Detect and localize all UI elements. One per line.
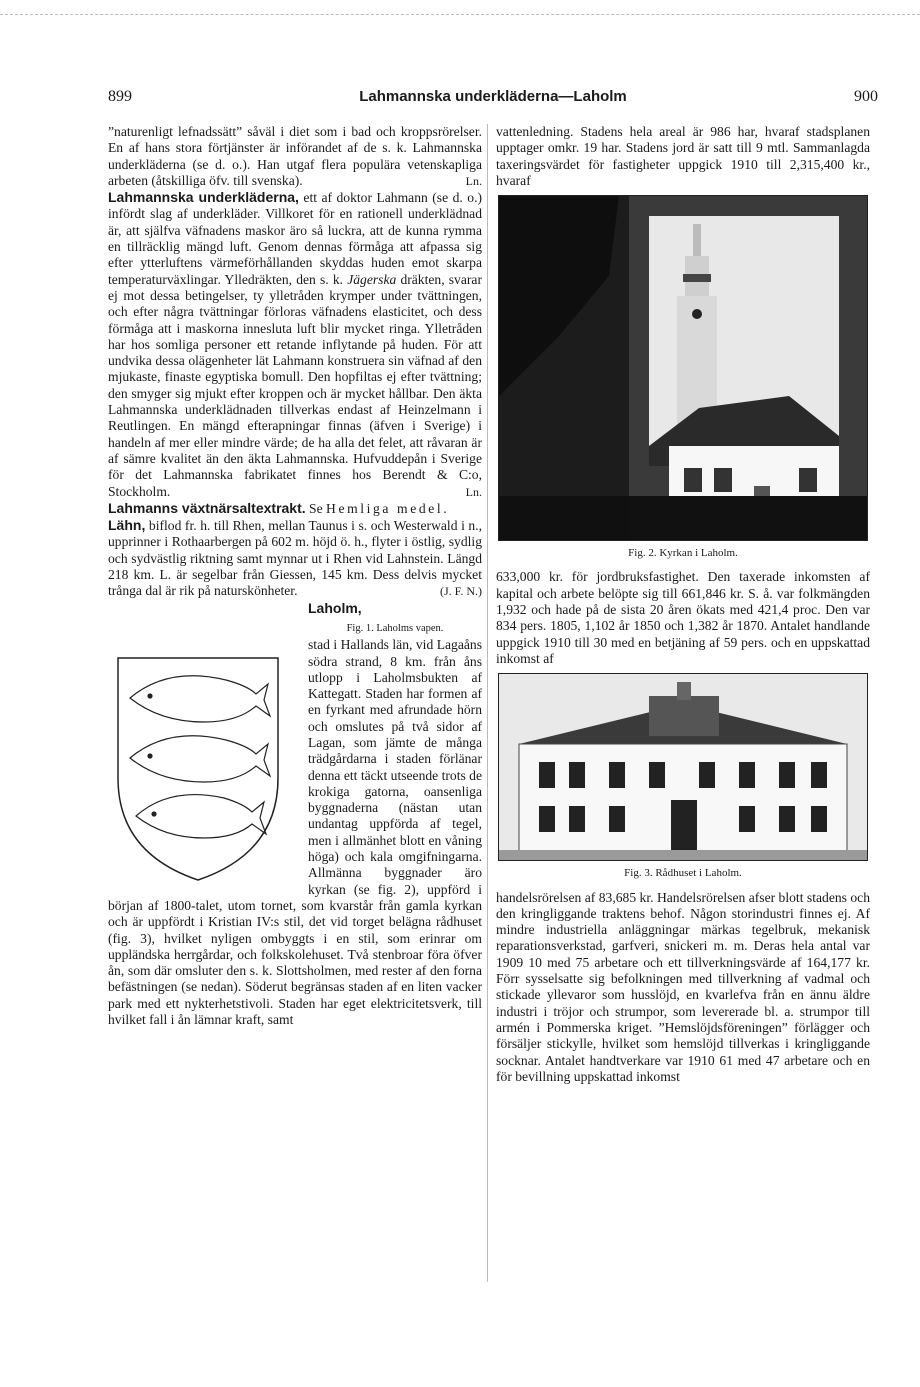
- left-column: [108, 124, 482, 1028]
- figure-caption: Fig. 2. Kyrkan i Laholm.: [628, 547, 738, 560]
- fish-1: [130, 675, 270, 721]
- entry-laholm: [108, 600, 482, 617]
- fish-2: [130, 735, 270, 781]
- figure-caption: Fig. 1. Laholms vapen.: [346, 622, 444, 634]
- page-header: [108, 88, 878, 110]
- entry-keyword: Lähn,: [108, 517, 146, 534]
- entry-text: biflod fr. h. till Rhen, mellan Taunus i s. och Westerwald i n., upprinner i Rothaarbergen på 602 m. höjd ö. h., flyter i östlig, sydlig och sydvästlig riktning samt mynnar ut i Rhen vid Lahnstein. Längd 218 km. L. är segelbar från Giessen, 145 km. Dess delvis mycket trånga dal är rik på naturskönheter.: [108, 518, 482, 599]
- entry-keyword: Lahmannska underkläderna,: [108, 189, 299, 206]
- paragraph: handelsrörelsen af 83,685 kr. Handelsrörelsen afser blott stadens och den kringliggande traktens behof. Någon storindustri finnes ej. Af mindre industriella anläggningar märkas tegelbruk, mekanisk reparationsverkstad, garfveri, snickeri m. m. Deras hela antal var 1909 10 med 75 arbetare och ett tillverkningsvärde af 164,177 kr. Förr sysselsatte sig befolkningen med tillverkning af vadmal och stickade yllevaror som husslöjd, en kvarlefva från en ännu äldre industri i tröjor och strumpor, som levererade bl. a. strumpor till armén i Pommerska kriget. ”Hemslöjdsföreningen” förlägger och försäljer stickylle, hvilket som hemslöjd tillverkas i kringliggande socknar. Antalet handtverkare var 1910 61 med 47 arbetare och en för bevillning uppskattad inkomst: [496, 889, 870, 1084]
- intro-paragraph: [108, 124, 482, 189]
- paragraph: 633,000 kr. för jordbruksfastighet. Den taxerade inkomsten af kapital och arbete belöpte sig till 661,846 kr. S. å. var folkmängden 1,932 och hade på de sista 20 åren ökats med 421,4 proc. Den var 834 pers. 1805, 1,102 år 1850 och 1,382 år 1870. Antalet handlande uppgick 1910 till 30 med en betjäning af 59 pers. och en uppskattad inkomst af: [496, 569, 870, 666]
- signature: Ln.: [465, 484, 482, 499]
- intro-text: ”naturenligt lefnadssätt” såväl i diet som i bad och kroppsrörelser. En af hans stora förtjänster är införandet af de s. k. Lahmannska underkläderna (se d. o.). Han utgaf flera populära vetenskapliga arbeten (åtskilliga öfv. till svenska).: [108, 124, 482, 188]
- town-hall-illustration: [499, 674, 867, 860]
- church-photo: [498, 195, 868, 541]
- page-number-left: 899: [108, 88, 132, 105]
- entry-text: Se: [309, 500, 323, 516]
- signature: (J. F. N.): [439, 584, 482, 599]
- entry-lahmannska: [108, 189, 482, 500]
- figure-2: [496, 195, 870, 561]
- signature: Ln.: [465, 173, 482, 188]
- top-rule: [0, 14, 920, 15]
- entry-vaxtnarsalt: [108, 500, 482, 517]
- entry-lahn: [108, 517, 482, 599]
- cross-reference: Hemliga medel.: [326, 500, 450, 516]
- laholm-coat-of-arms: [108, 648, 288, 888]
- paragraph: vattenledning. Stadens hela areal är 986 har, hvaraf stadsplanen upptager omkr. 19 har. Stadens jord är satt till 9 mtl. Sammanlagda taxeringsvärdet för fastigheter uppgick 1910 till 2,315,400 kr., hvaraf: [496, 124, 870, 188]
- entry-text: dräkten, svarar ej mot dessa betingelser, ty ylletråden krymper under tvättningen, och efter några tvättningar förloras väfnadens elasticitet, och dess förmåga att i maskorna innesluta luft blir mycket ringa. Ylletråden har hos somliga personer ett retande inflytande på huden. För att undvika dessa olägenheter lät Lahmann konstruera sin väfnad af den mjukaste, finaste egyptiska bomull. Den hopfiltas ej efter tvättning; den smyger sig mjukt efter kroppen och är mycket hållbar. Den äkta Lahmannska underklädnaden tillverkas endast af Heinzelmann i Reutlingen. En mängd efterapningar finnas (äfven i Sverige) i handeln af mer eller mindre värde; de ha alla det felet, att råvaran är af sämre kvalitet än den äkta Lahmannska. Hufvuddepån i Sverige för det Lahmannska fabrikatet finnes hos Berendt & C:o, Stockholm.: [108, 271, 482, 499]
- church-illustration: [499, 196, 867, 540]
- figure-1: [108, 648, 298, 892]
- entry-italic: Jägerska: [347, 271, 397, 287]
- entry-text: stad i Hallands län, vid Lagaåns södra strand, 8 km. från åns utlopp i Laholmsbukten af Kattegatt. Staden har formen af en fyrkant med afrundade hörn och omslutes på två sidor af Lagan, som jämte de många trädgårdarna i staden förlänar denna ett täckt utseende trots de krokiga gatorna, oansenliga byggnaderna (nästan utan undantag uppförda af tegel, men i allmänhet blott en våning höga) och kala omgifningarna. Allmänna byggnader äro kyrkan (se fig. 2), uppförd i början af 1800-talet, utom tornet, som kvarstår från gamla kyrkan och är uppfördt i Kristian IV:s stil, det vid torget belägna rådhuset (fig. 3), hvilket nyligen ombyggts i en stil, som erinrar om uppländska herrgårdar, och folkskolehuset. Två stenbroar föra öfver ån, som där omsluter den s. k. Slottsholmen, med rester af den forna befästningen (se nedan). Söderut begränsas staden af en liten vacker park med ett nykterhetstivoli. Staden har eget elektricitetsverk, till hvilket fall i ån lämnar kraft, samt: [108, 637, 483, 1028]
- entry-keyword: Lahmanns växtnärsaltextrakt.: [108, 499, 306, 516]
- fish-3: [136, 794, 266, 837]
- town-hall-photo: [498, 673, 868, 861]
- page-number-right: 900: [854, 88, 878, 105]
- right-column: [496, 124, 870, 1085]
- figure-caption: Fig. 3. Rådhuset i Laholm.: [624, 867, 742, 880]
- figure-3: [496, 673, 870, 881]
- running-title: Lahmannska underkläderna—Laholm: [359, 88, 627, 105]
- entry-text: ett af doktor Lahmann (se d. o.) infördt slag af underkläder. Villkoret för en rationell underklädnad är, att själfva väfnadens maskor äro så luckra, att de kunna rymma en tillräcklig mängd luft. Genom dennas förmåga att afpassa sig efter ytterluftens värmeförhållanden skyddas huden emot skarpa temperaturväxlingar. Ylledräkten, den s. k.: [108, 190, 482, 287]
- column-divider: [487, 124, 488, 1282]
- entry-keyword: Laholm,: [308, 599, 362, 616]
